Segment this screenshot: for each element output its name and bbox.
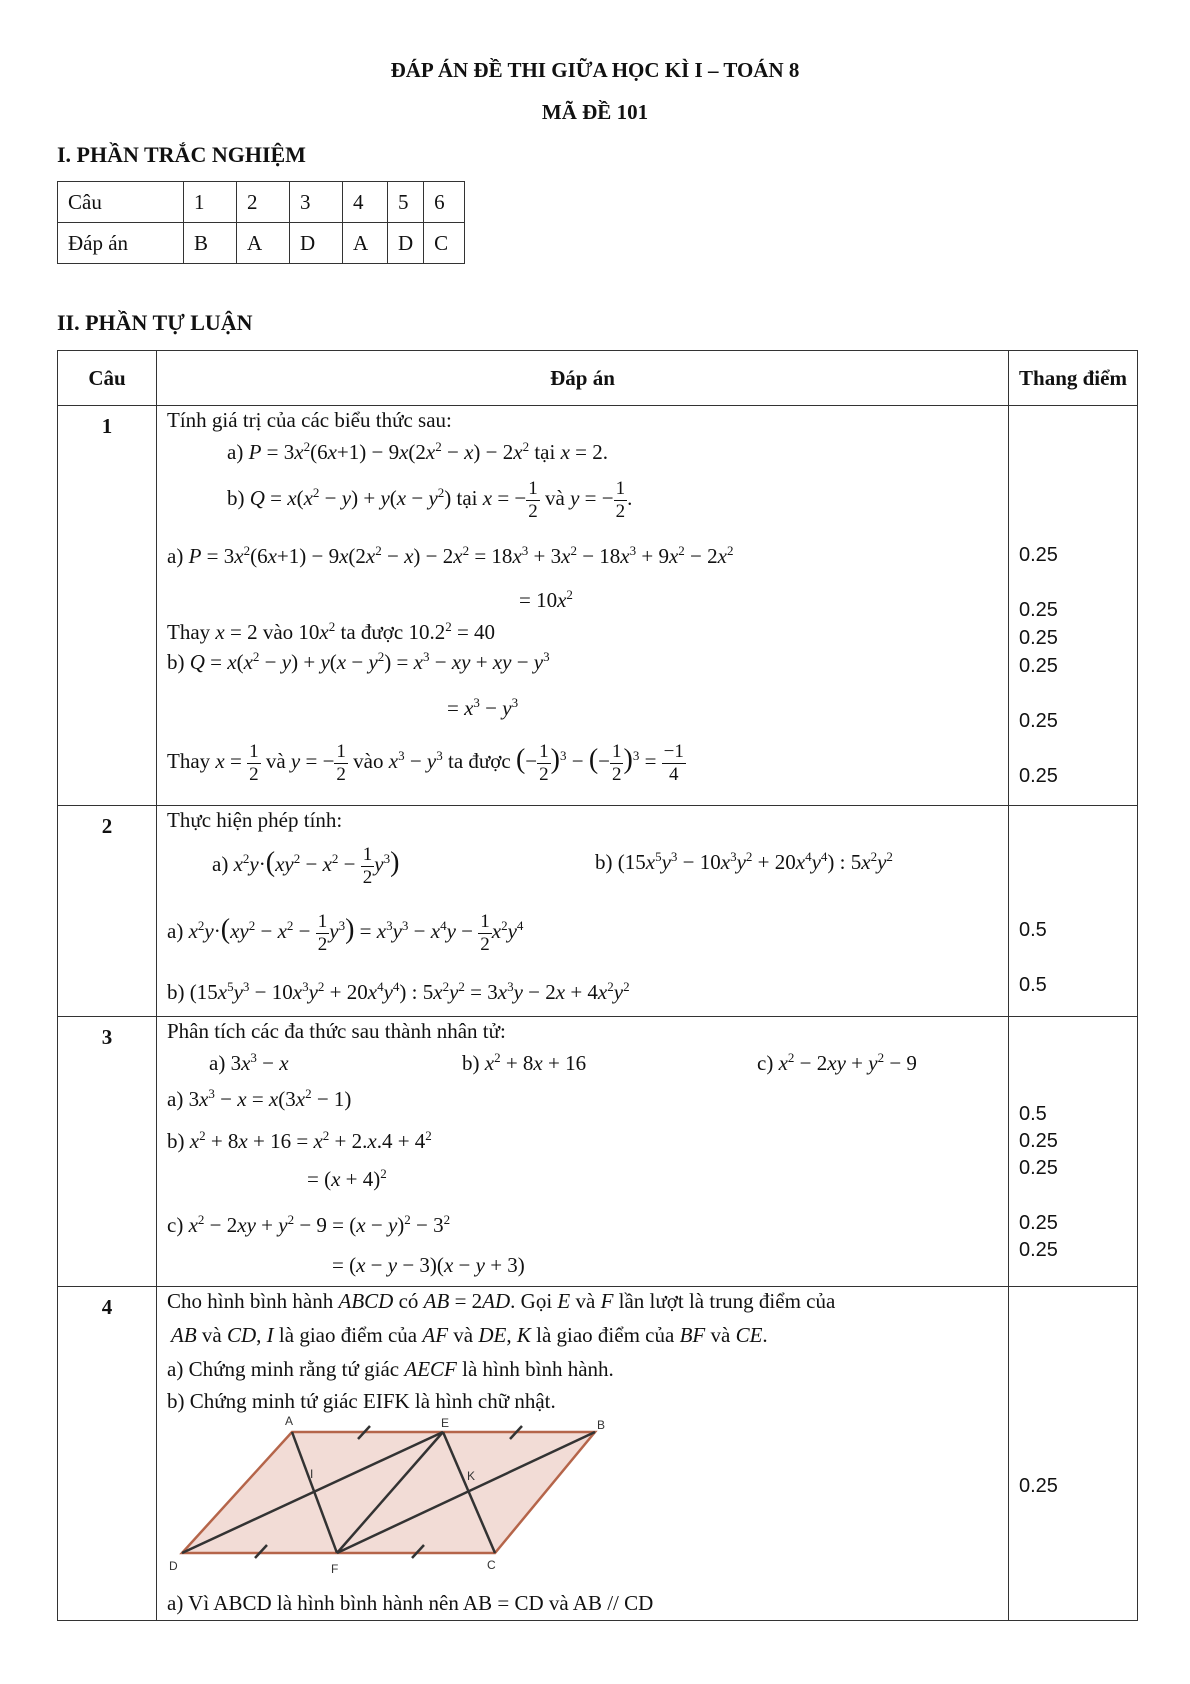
col-header-score: Thang điểm [1009, 351, 1138, 406]
q2-prompt: Thực hiện phép tính: [167, 808, 343, 832]
question-number: 3 [290, 182, 343, 223]
exam-code: MÃ ĐỀ 101 [541, 100, 649, 124]
q3-sol-c2: = (x − y − 3)(x − y + 3) [332, 1253, 525, 1277]
answer-cell [157, 1017, 1009, 1287]
answer-cell: C [424, 223, 465, 264]
question-number: 5 [388, 182, 424, 223]
label-k: K [467, 1469, 476, 1483]
q2-expr-a: a) $x^2y\cdot(xy^2 - x^2$ − $\frac{1}{2}$ $y^3$) [212, 844, 400, 888]
question-number: 2 [58, 806, 157, 1017]
score: 0.25 [1019, 544, 1058, 566]
question-number: 1 [184, 182, 237, 223]
score: 0.25 [1019, 1475, 1058, 1497]
q4-prompt-a: a) Chứng minh rằng tứ giác AECF là hình bình hành. [167, 1357, 614, 1381]
score: 0.25 [1019, 765, 1058, 787]
q3-sol-c1: c) $x^2 - 2xy + y^2 - 9 = (x - y)^2 - 3^2$ [167, 1212, 451, 1237]
question-number: 4 [58, 1287, 157, 1621]
col-header-answer: Đáp án [157, 351, 1009, 406]
score-cell [1009, 406, 1138, 806]
score: 0.25 [1019, 655, 1058, 677]
question-number: 4 [343, 182, 388, 223]
q1-sol-a1: a) $P = 3x^2(6x+1) - 9x(2x^2 - x) - 2x^2 = 18x^3 + 3x^2 - 18x^3 + 9x^2 - 2x^2$ [167, 543, 734, 568]
q4-prompt-b: b) Chứng minh tứ giác EIFK là hình chữ nhật. [167, 1389, 556, 1413]
q4-prompt-line1: Cho hình bình hành ABCD có AB = 2AD. Gọi E và F lần lượt là trung điểm của [167, 1289, 836, 1313]
question-number: 2 [237, 182, 290, 223]
label-a: A [285, 1415, 294, 1428]
score-cell [1009, 1287, 1138, 1621]
answer-cell [157, 1287, 1009, 1621]
score: 0.25 [1019, 1239, 1058, 1261]
score: 0.5 [1019, 974, 1047, 996]
q3-expr-c: c) $x^2 - 2xy + y^2 - 9$ [757, 1050, 917, 1075]
q2-sol-b: b) $(15x^5y^3 - 10x^3y^2 + 20x^4y^4)$ : $5x^2y^2 = 3x^3y - 2x + 4x^2y^2$ [167, 979, 630, 1004]
q2-sol-a: a) $x^2y\cdot(xy^2 - x^2$ − $\frac{1}{2}$ $y^3) = x^3y^3 - x^4y$ − $\frac{1}{2}$ $x^2y^4$ [167, 911, 524, 955]
answer-cell: D [388, 223, 424, 264]
q3-expr-a: a) $3x^3 - x$ [209, 1050, 289, 1075]
score: 0.25 [1019, 710, 1058, 732]
question-row [58, 806, 1138, 1017]
col-header-question: Câu [58, 351, 157, 406]
q1-sol-a3: Thay x = 2 vào $10x^2$ ta được $10.2^2 = 40$ [167, 619, 496, 644]
q3-sol-a: a) $3x^3 - x = x(3x^2 - 1)$ [167, 1086, 352, 1111]
label-e: E [441, 1416, 450, 1430]
document-title: ĐÁP ÁN ĐỀ THI GIỮA HỌC KÌ I – TOÁN 8 [390, 58, 800, 82]
score: 0.25 [1019, 1130, 1058, 1152]
label-d: D [169, 1559, 178, 1573]
score: 0.5 [1019, 919, 1047, 941]
answer-cell: A [343, 223, 388, 264]
question-row [58, 1287, 1138, 1621]
q4-prompt-line2: AB và CD, I là giao điểm của AF và DE, K là giao điểm của BF và CE. [171, 1323, 768, 1347]
question-row [58, 182, 465, 223]
answer-cell: A [237, 223, 290, 264]
score-cell [1009, 1017, 1138, 1287]
question-number: 6 [424, 182, 465, 223]
question-row [58, 406, 1138, 806]
answer-cell [157, 406, 1009, 806]
q3-sol-b2: = $(x + 4)^2$ [307, 1166, 387, 1191]
header-row [58, 351, 1138, 406]
q1-sol-b1: b) $Q = x(x^2 - y) + y(x - y^2) = x^3$ − xy + xy − $y^3$ [167, 649, 550, 674]
score: 0.25 [1019, 1157, 1058, 1179]
q3-prompt: Phân tích các đa thức sau thành nhân tử: [167, 1019, 506, 1043]
score: 0.25 [1019, 599, 1058, 621]
q3-expr-b: b) $x^2 + 8x + 16$ [462, 1050, 587, 1075]
row-label: Đáp án [58, 223, 184, 264]
question-number: 3 [58, 1017, 157, 1287]
score: 0.25 [1019, 1212, 1058, 1234]
essay-table [57, 350, 1138, 1621]
label-f: F [331, 1562, 339, 1576]
q1-sol-a2: = $10x^2$ [519, 587, 573, 612]
answer-cell [157, 806, 1009, 1017]
q1-sol-b3: Thay x = $\frac{1}{2}$ và y = − $\frac{1}{2}$ vào $x^3 - y^3$ ta được (− $\frac{1}{2}$ )$^3$ − (− $\frac{1}{2}$ )$^3$ = $\frac{-1}{4}$ [167, 741, 684, 785]
q3-sol-b1: b) $x^2 + 8x + 16 = x^2 + 2.x.4 + 4^2$ [167, 1128, 432, 1153]
part1-heading: I. PHẦN TRẮC NGHIỆM [57, 142, 306, 167]
label-b: B [597, 1418, 606, 1432]
q4-answer-a: a) Vì ABCD là hình bình hành nên AB = CD và AB // CD [167, 1591, 654, 1615]
q1-expr-b: b) $Q = x(x^2 - y) + y(x - y^2)$ tại x = − $\frac{1}{2}$ và y = − $\frac{1}{2}$ . [227, 478, 633, 522]
answer-row [58, 223, 465, 264]
part2-heading: II. PHẦN TỰ LUẬN [57, 310, 253, 335]
score: 0.25 [1019, 627, 1058, 649]
question-number: 1 [58, 406, 157, 806]
q2-expr-b: b) $(15x^5y^3 - 10x^3y^2 + 20x^4y^4)$ : $5x^2y^2$ [595, 849, 893, 874]
q1-prompt: Tính giá trị của các biểu thức sau: [167, 408, 452, 432]
answer-cell: B [184, 223, 237, 264]
q1-sol-b2: = $x^3 - y^3$ [447, 695, 519, 720]
label-i: I [310, 1467, 314, 1481]
score: 0.5 [1019, 1103, 1047, 1125]
parallelogram-figure [165, 1415, 625, 1585]
label-c: C [487, 1558, 496, 1572]
row-label: Câu [58, 182, 184, 223]
score-cell [1009, 806, 1138, 1017]
question-row [58, 1017, 1138, 1287]
multiple-choice-table [57, 181, 465, 264]
q1-expr-a: a) $P = 3x^2(6x+1) - 9x(2x^2 - x) - 2x^2$ tại x = 2. [227, 439, 609, 464]
answer-cell: D [290, 223, 343, 264]
